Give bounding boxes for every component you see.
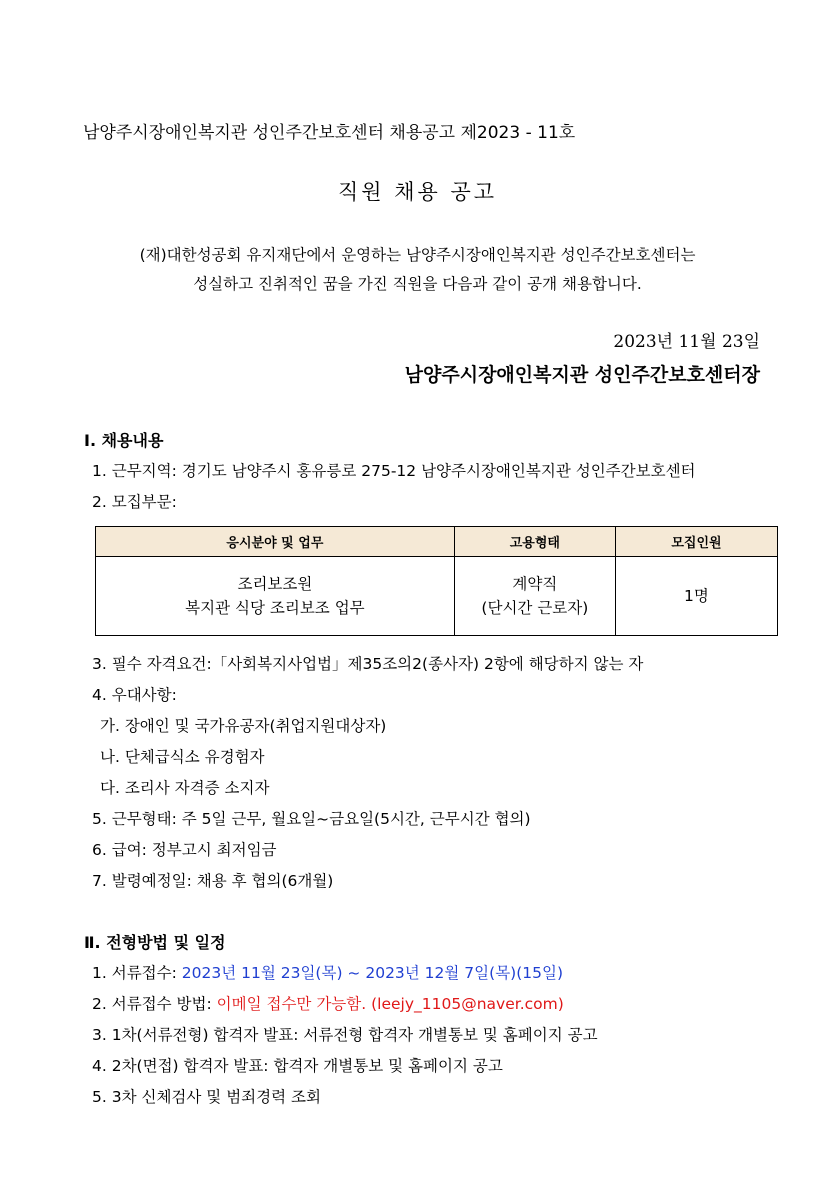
table-row	[96, 557, 778, 636]
employment-type-cell	[454, 557, 615, 636]
announcement-date: 2023년 11월 23일	[613, 332, 760, 352]
preference-item: 가. 장애인 및 국가유공자(취업지원대상자)	[100, 717, 387, 735]
employment-type-detail: (단시간 근로자)	[481, 599, 589, 617]
table-header-cell: 고용형태	[454, 527, 615, 557]
item-label: 1. 서류접수:	[92, 964, 182, 982]
preference-item: 나. 단체급식소 유경험자	[100, 748, 265, 766]
application-period: 2023년 11월 23일(목) ~ 2023년 12월 7일(목)(15일)	[181, 964, 564, 982]
list-item: 6. 급여: 정부고시 최저임금	[92, 841, 277, 859]
list-item: 1. 근무지역: 경기도 남양주시 홍유릉로 275-12 남양주시장애인복지관 성인주간보호센터	[92, 462, 696, 480]
table-header-cell: 응시분야 및 업무	[96, 527, 455, 557]
field-cell	[96, 557, 455, 636]
list-item	[92, 992, 564, 1014]
list-item: 3. 1차(서류전형) 합격자 발표: 서류전형 합격자 개별통보 및 홈페이지 공고	[92, 1026, 598, 1044]
preference-item: 다. 조리사 자격증 소지자	[100, 779, 270, 797]
list-item: 4. 우대사항:	[92, 686, 177, 704]
section-1-heading: Ⅰ. 채용내용	[84, 431, 164, 450]
notice-number: 남양주시장애인복지관 성인주간보호센터 채용공고 제2023 - 11호	[83, 123, 576, 143]
page-title: 직원 채용 공고	[337, 180, 498, 204]
section-2-heading: Ⅱ. 전형방법 및 일정	[84, 933, 226, 952]
list-item: 4. 2차(면접) 합격자 발표: 합격자 개별통보 및 홈페이지 공고	[92, 1057, 503, 1075]
item-label: 2. 서류접수 방법:	[92, 995, 217, 1013]
list-item: 2. 모집부문:	[92, 493, 177, 511]
list-item: 7. 발령예정일: 채용 후 협의(6개월)	[92, 872, 334, 890]
recruitment-table	[95, 526, 778, 636]
field-title: 조리보조원	[237, 575, 313, 593]
table-header-row	[96, 527, 778, 557]
table-header-cell: 모집인원	[615, 527, 777, 557]
list-item	[92, 961, 563, 983]
list-item: 3. 필수 자격요건:「사회복지사업법」제35조의2(종사자) 2항에 해당하지 않는 자	[92, 655, 644, 673]
field-description: 복지관 식당 조리보조 업무	[185, 599, 365, 617]
intro-line-1: (재)대한성공회 유지재단에서 운영하는 남양주시장애인복지관 성인주간보호센터는	[139, 246, 696, 264]
organization-name: 남양주시장애인복지관 성인주간보호센터장	[404, 364, 760, 386]
headcount-cell: 1명	[615, 557, 777, 636]
list-item: 5. 3차 신체검사 및 범죄경력 조회	[92, 1088, 321, 1106]
application-method: 이메일 접수만 가능함. (leejy_1105@naver.com)	[216, 995, 564, 1013]
employment-type: 계약직	[512, 575, 558, 593]
intro-line-2: 성실하고 진취적인 꿈을 가진 직원을 다음과 같이 공개 채용합니다.	[193, 275, 642, 293]
list-item: 5. 근무형태: 주 5일 근무, 월요일~금요일(5시간, 근무시간 협의)	[92, 810, 531, 828]
